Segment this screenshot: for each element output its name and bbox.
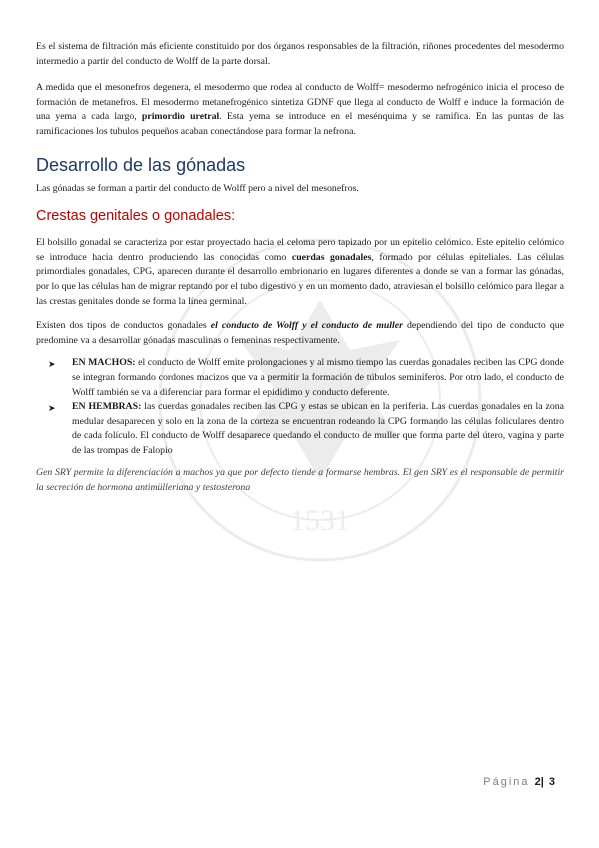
page-footer xyxy=(483,776,555,788)
paragraph-text: , formado por células epiteliales. Las células primordiales gonadales, CPG, aparecen durante el desarrollo embrionario en lugares diferentes a donde se van a formar las gónadas, por lo que las células han de migrar reptando por el tubo digestivo y en un momento dado, atraviesan el bolsillo celómico para llegar a las crestas genitales donde se forma la línea germinal. xyxy=(36,251,564,307)
paragraph-text: dependiendo del tipo de conducto que predomine va a desarrollar gónadas masculinas o femeninas respectivamente. xyxy=(36,320,565,346)
sex-differentiation-list xyxy=(36,356,564,458)
paragraph-text: Existen dos tipos de conductos gonadales xyxy=(36,320,211,332)
section-heading: Desarrollo de las gónadas xyxy=(36,154,246,175)
paragraph-text: A medida que el mesonefros degenera, el mesodermo que rodea al conducto de Wolff= mesodermo nefrogénico inicia el proceso de formación de metanefros. El mesodermo metanefrogénico sintetiza GDNF que llega al conducto de Wolff e induce la formación de una yema a cada largo, xyxy=(36,82,564,123)
paragraph-text: . Esta yema se introduce en el mesénquima y se ramifica. En las puntas de las ramificaciones los tubulos pequeños acaban conectándose para formar la nefrona. xyxy=(36,111,564,137)
document-body xyxy=(36,40,564,496)
list-item-label: EN MACHOS: xyxy=(72,357,136,369)
list-item-label: EN HEMBRAS: xyxy=(72,401,142,413)
paragraph-duct-types xyxy=(36,319,564,348)
list-item xyxy=(36,400,564,458)
bold-term: cuerdas gonadales xyxy=(291,251,372,263)
paragraph-gonadal-pocket xyxy=(36,236,564,309)
section-intro: Las gónadas se forman a partir del conducto de Wolff pero a nivel del mesonefros. xyxy=(36,182,359,194)
bold-term: primordio uretral xyxy=(141,111,220,123)
list-item xyxy=(36,356,564,400)
arrow-bullet-icon: ➤ xyxy=(48,403,56,414)
paragraph-metanephros xyxy=(36,81,564,139)
emphasis-term: el conducto de Wolff y el conducto de muller xyxy=(210,320,403,332)
paragraph-text: El bolsillo gonadal se caracteriza por estar proyectado hacia el celoma pero tapizado por un epitelio celómico. Este epitelio celómico se introduce hacia dentro produciendo las conocidas como xyxy=(36,237,564,263)
paragraph-filtration: Es el sistema de filtración más eficiente constituido por dos órganos responsables de la filtración, riñones procedentes del mesodermo intermedio a partir del conducto de Wolff de la parte dorsal. xyxy=(36,41,564,67)
arrow-bullet-icon: ➤ xyxy=(48,359,56,370)
footer-separator: | xyxy=(540,776,544,788)
list-item-text: las cuerdas gonadales reciben las CPG y estas se ubican en la periferia. Las cuerdas gonadales en la zona medular desaparecen y solo en la zona de la corteza se encuentran rodeando la CPG formando las células foliculares dentro de cada folículo. El conducto de Wolff desaparece quedando el conducto de muller que forma parte del útero, vagina y parte de las trompas de Falopio xyxy=(72,401,564,456)
note-sry: Gen SRY permite la diferenciación a machos ya que por defecto tiende a formarse hembras. El gen SRY es el responsable de permitir la secreción de hormona antimülleriana y testosterona xyxy=(36,467,564,494)
footer-page-label: Página xyxy=(483,776,530,788)
footer-current-page: 2 xyxy=(534,776,541,788)
watermark-year: 1531 xyxy=(290,504,350,537)
subsection-heading: Crestas genitales o gonadales: xyxy=(36,208,236,225)
list-item-text: el conducto de Wolff emite prolongaciones y al mismo tiempo las cuerdas gonadales reciben las CPG donde se integran formando cordones macizos que va a permitir la formación de túbulos seminíferos. Por otro lado, el conducto de Wolff también se va a diferenciar para formar el epididimo y conducto deferente. xyxy=(72,357,564,398)
footer-total-pages: 3 xyxy=(548,776,555,788)
